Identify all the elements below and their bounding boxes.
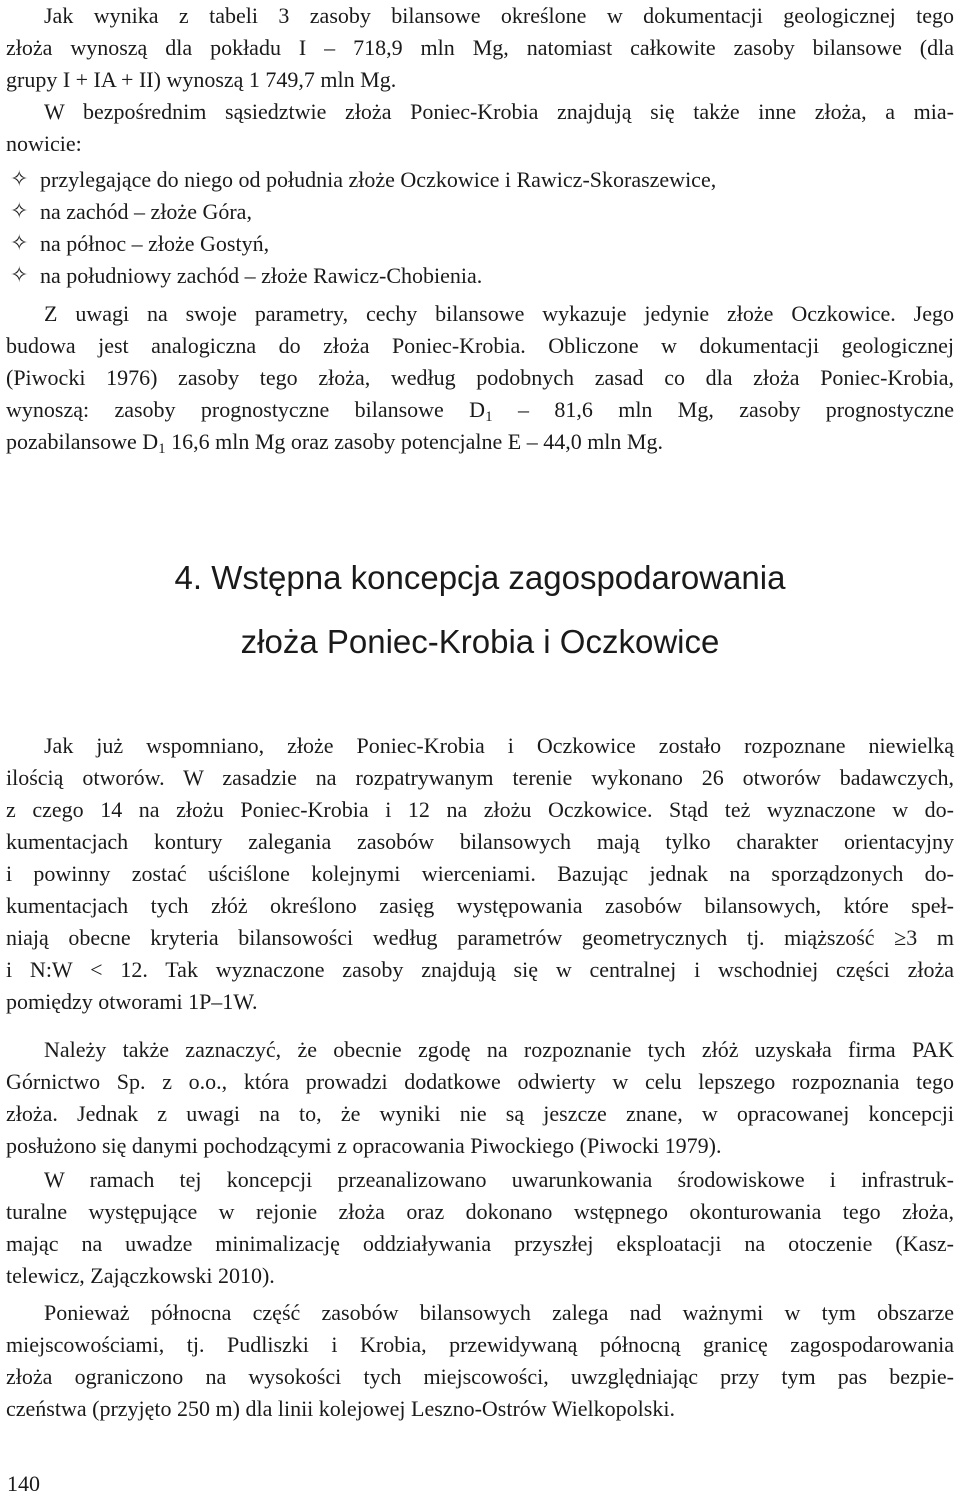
- text-segment: – 81,6 mln Mg, zasoby prognostyczne: [492, 397, 954, 422]
- text-line: turalne występujące w rejonie złoża oraz dokonano wstępnego okonturowania tego złoża,: [6, 1199, 954, 1224]
- text-line: [6, 426, 954, 458]
- text-line: mając na uwadze minimalizację oddziaływania przyszłej eksploatacji na otoczenie (Kasz-: [6, 1231, 954, 1256]
- text-line: telewicz, Zajączkowski 2010).: [6, 1263, 275, 1288]
- text-line: Ponieważ północna część zasobów bilansowych zalega nad ważnymi w tym obszarze: [44, 1300, 954, 1325]
- paragraph-neighboring-deposits: [6, 96, 954, 160]
- paragraph-pak: [6, 1034, 954, 1162]
- star-bullet-icon: ✧: [10, 167, 29, 192]
- list-item: [6, 164, 954, 196]
- subscript: 1: [485, 409, 493, 425]
- list-item: [6, 260, 954, 292]
- list-item: [6, 196, 954, 228]
- text-line: złoża ograniczono na wysokości tych miejscowości, uwzględniając przy tym pas bezpie-: [6, 1364, 954, 1389]
- star-bullet-icon: ✧: [10, 263, 29, 288]
- list-item-text: na północ – złoże Gostyń,: [40, 231, 270, 256]
- text-line: grupy I + IA + II) wynoszą 1 749,7 mln Mg.: [6, 67, 397, 92]
- text-line: Jak już wspomniano, złoże Poniec-Krobia i Oczkowice zostało rozpoznane niewielką: [44, 733, 954, 758]
- text-line: niają obecne kryteria bilansowości według parametrów geometrycznych tj. miąższość ≥3 m: [6, 925, 954, 950]
- page-number: 140: [7, 1471, 40, 1496]
- paragraph-concept: [6, 730, 954, 1018]
- text-line: czeństwa (przyjęto 250 m) dla linii kolejowej Leszno-Ostrów Wielkopolski.: [6, 1396, 675, 1421]
- text-line: Górnictwo Sp. z o.o., która prowadzi dodatkowe odwierty w celu lepszego rozpoznania tego: [6, 1069, 954, 1094]
- section-heading: [6, 546, 954, 674]
- list-item-text: przylegające do niego od południa złoże Oczkowice i Rawicz-Skoraszewice,: [40, 167, 717, 192]
- text-line: i powinny zostać uściślone kolejnymi wierceniami. Bazując jednak na sporządzonych do-: [6, 861, 954, 886]
- text-line: Należy także zaznaczyć, że obecnie zgodę na rozpoznanie tych złóż uzyskała firma PAK: [44, 1037, 954, 1062]
- text-line: i N:W < 12. Tak wyznaczone zasoby znajdują się w centralnej i wschodniej części złoża: [6, 957, 954, 982]
- text-line: kumentacjach kontury zalegania zasobów bilansowych mają tylko charakter orientacyjny: [6, 829, 954, 854]
- star-bullet-icon: ✧: [10, 231, 29, 256]
- neighboring-deposits-list: [6, 164, 954, 292]
- text-line: budowa jest analogiczna do złoża Poniec-Krobia. Obliczone w dokumentacji geologicznej: [6, 333, 954, 358]
- section-heading-line: złoża Poniec-Krobia i Oczkowice: [240, 623, 720, 660]
- text-line: z czego 14 na złożu Poniec-Krobia i 12 na złożu Oczkowice. Stąd też wyznaczone w do-: [6, 797, 954, 822]
- paragraph-oczkowice: [6, 298, 954, 458]
- list-item: [6, 228, 954, 260]
- list-item-text: na zachód – złoże Góra,: [40, 199, 252, 224]
- text-line: (Piwocki 1976) zasoby tego złoża, według podobnych zasad co dla złoża Poniec-Krobia,: [6, 365, 954, 390]
- list-item-text: na południowy zachód – złoże Rawicz-Chobienia.: [40, 263, 483, 288]
- text-line: złoża wynoszą dla pokładu I – 718,9 mln Mg, natomiast całkowite zasoby bilansowe (dla: [6, 35, 954, 60]
- paragraph-resources: [6, 0, 954, 96]
- text-line: kumentacjach tych złóż określono zasięg występowania zasobów bilansowych, które speł-: [6, 893, 954, 918]
- text-line: nowicie:: [6, 131, 82, 156]
- text-line: złoża. Jednak z uwagi na to, że wyniki nie są jeszcze znane, w opracowanej koncepcji: [6, 1101, 954, 1126]
- text-line: pomiędzy otworami 1P–1W.: [6, 989, 258, 1014]
- paragraph-environment: [6, 1164, 954, 1292]
- star-bullet-icon: ✧: [10, 199, 29, 224]
- text-line: miejscowościami, tj. Pudliszki i Krobia, przewidywaną północną granicę zagospodarowania: [6, 1332, 954, 1357]
- text-line: Z uwagi na swoje parametry, cechy bilansowe wykazuje jedynie złoże Oczkowice. Jego: [44, 301, 954, 326]
- text-line: [6, 394, 954, 426]
- text-line: W ramach tej koncepcji przeanalizowano uwarunkowania środowiskowe i infrastruk-: [44, 1167, 954, 1192]
- text-line: W bezpośrednim sąsiedztwie złoża Poniec-Krobia znajdują się także inne złoża, a mia-: [44, 99, 954, 124]
- text-segment: 16,6 mln Mg oraz zasoby potencjalne E – 44,0 mln Mg.: [165, 429, 663, 454]
- subscript: 1: [158, 441, 166, 457]
- text-line: posłużono się danymi pochodzącymi z opracowania Piwockiego (Piwocki 1979).: [6, 1133, 722, 1158]
- text-line: Jak wynika z tabeli 3 zasoby bilansowe określone w dokumentacji geologicznej tego: [44, 3, 954, 28]
- text-line: ilością otworów. W zasadzie na rozpatrywanym terenie wykonano 26 otworów badawczych,: [6, 765, 954, 790]
- text-segment: pozabilansowe D: [6, 429, 159, 454]
- section-heading-line: 4. Wstępna koncepcja zagospodarowania: [174, 559, 786, 596]
- text-segment: wynoszą: zasoby prognostyczne bilansowe D: [6, 397, 486, 422]
- paragraph-north-boundary: [6, 1297, 954, 1425]
